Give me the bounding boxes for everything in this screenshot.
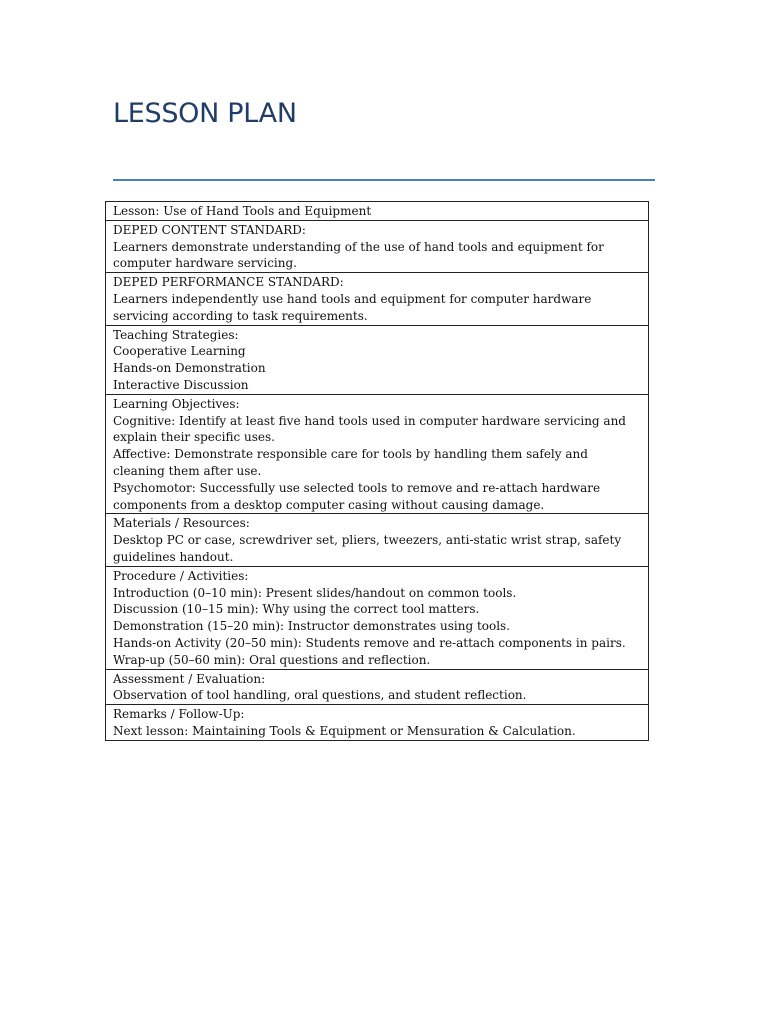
row-text-line: Introduction (0–10 min): Present slides/handout on common tools. [113, 585, 517, 600]
row-text-line: Hands-on Demonstration [113, 361, 266, 376]
row-heading: Learning Objectives: [113, 396, 240, 411]
row-heading: Procedure / Activities: [113, 568, 249, 583]
page-title: LESSON PLAN [113, 98, 297, 129]
row-heading: DEPED CONTENT STANDARD: [113, 222, 306, 237]
table-cell-performance-standard [106, 273, 649, 325]
row-heading: Assessment / Evaluation: [113, 671, 266, 686]
row-text-line: Psychomotor: Successfully use selected tools to remove and re-attach hardware components from a desktop computer casing without causing damage. [113, 480, 601, 512]
row-text-line: Next lesson: Maintaining Tools & Equipment or Mensuration & Calculation. [113, 723, 576, 738]
row-text-line: Observation of tool handling, oral questions, and student reflection. [113, 688, 527, 703]
table-cell-procedure [106, 566, 649, 669]
row-text-line: Demonstration (15–20 min): Instructor demonstrates using tools. [113, 619, 511, 634]
table-row-remarks [106, 705, 649, 741]
row-text-line: Hands-on Activity (20–50 min): Students remove and re-attach components in pairs. [113, 635, 626, 650]
row-text-line: Interactive Discussion [113, 377, 249, 392]
row-text-line: Affective: Demonstrate responsible care for tools by handling them safely and cleaning them after use. [113, 447, 588, 478]
row-text-line: Learners demonstrate understanding of the use of hand tools and equipment for computer hardware servicing. [113, 239, 604, 271]
table-cell-assessment [106, 669, 649, 705]
table-row-performance-standard [106, 273, 649, 325]
table-row-materials [106, 514, 649, 566]
table-row-procedure [106, 566, 649, 669]
table-cell-teaching-strategies [106, 325, 649, 394]
lesson-plan-rows [106, 202, 649, 741]
row-text-line: Discussion (10–15 min): Why using the correct tool matters. [113, 602, 480, 617]
table-cell-learning-objectives [106, 394, 649, 514]
row-heading: DEPED PERFORMANCE STANDARD: [113, 275, 344, 290]
row-heading: Teaching Strategies: [113, 327, 239, 342]
lesson-plan-table [105, 201, 649, 741]
row-text-line: Wrap-up (50–60 min): Oral questions and reflection. [113, 652, 431, 667]
table-cell-lesson [106, 202, 649, 221]
table-row-teaching-strategies [106, 325, 649, 394]
row-text-line: Cognitive: Identify at least five hand tools used in computer hardware servicing and explain their specific uses. [113, 413, 626, 445]
table-row-learning-objectives [106, 394, 649, 514]
table-row-assessment [106, 669, 649, 705]
table-cell-remarks [106, 705, 649, 741]
table-row-lesson [106, 202, 649, 221]
row-heading: Remarks / Follow-Up: [113, 707, 245, 722]
row-heading: Materials / Resources: [113, 516, 250, 531]
table-cell-materials [106, 514, 649, 566]
table-row-content-standard [106, 220, 649, 272]
row-text-line: Desktop PC or case, screwdriver set, pliers, tweezers, anti-static wrist strap, safety guidelines handout. [113, 533, 622, 564]
table-cell-content-standard [106, 220, 649, 272]
title-divider [113, 179, 655, 181]
row-text-line: Learners independently use hand tools and equipment for computer hardware servicing according to task requirements. [113, 291, 592, 323]
row-heading: Lesson: Use of Hand Tools and Equipment [113, 204, 372, 218]
row-text-line: Cooperative Learning [113, 344, 246, 359]
